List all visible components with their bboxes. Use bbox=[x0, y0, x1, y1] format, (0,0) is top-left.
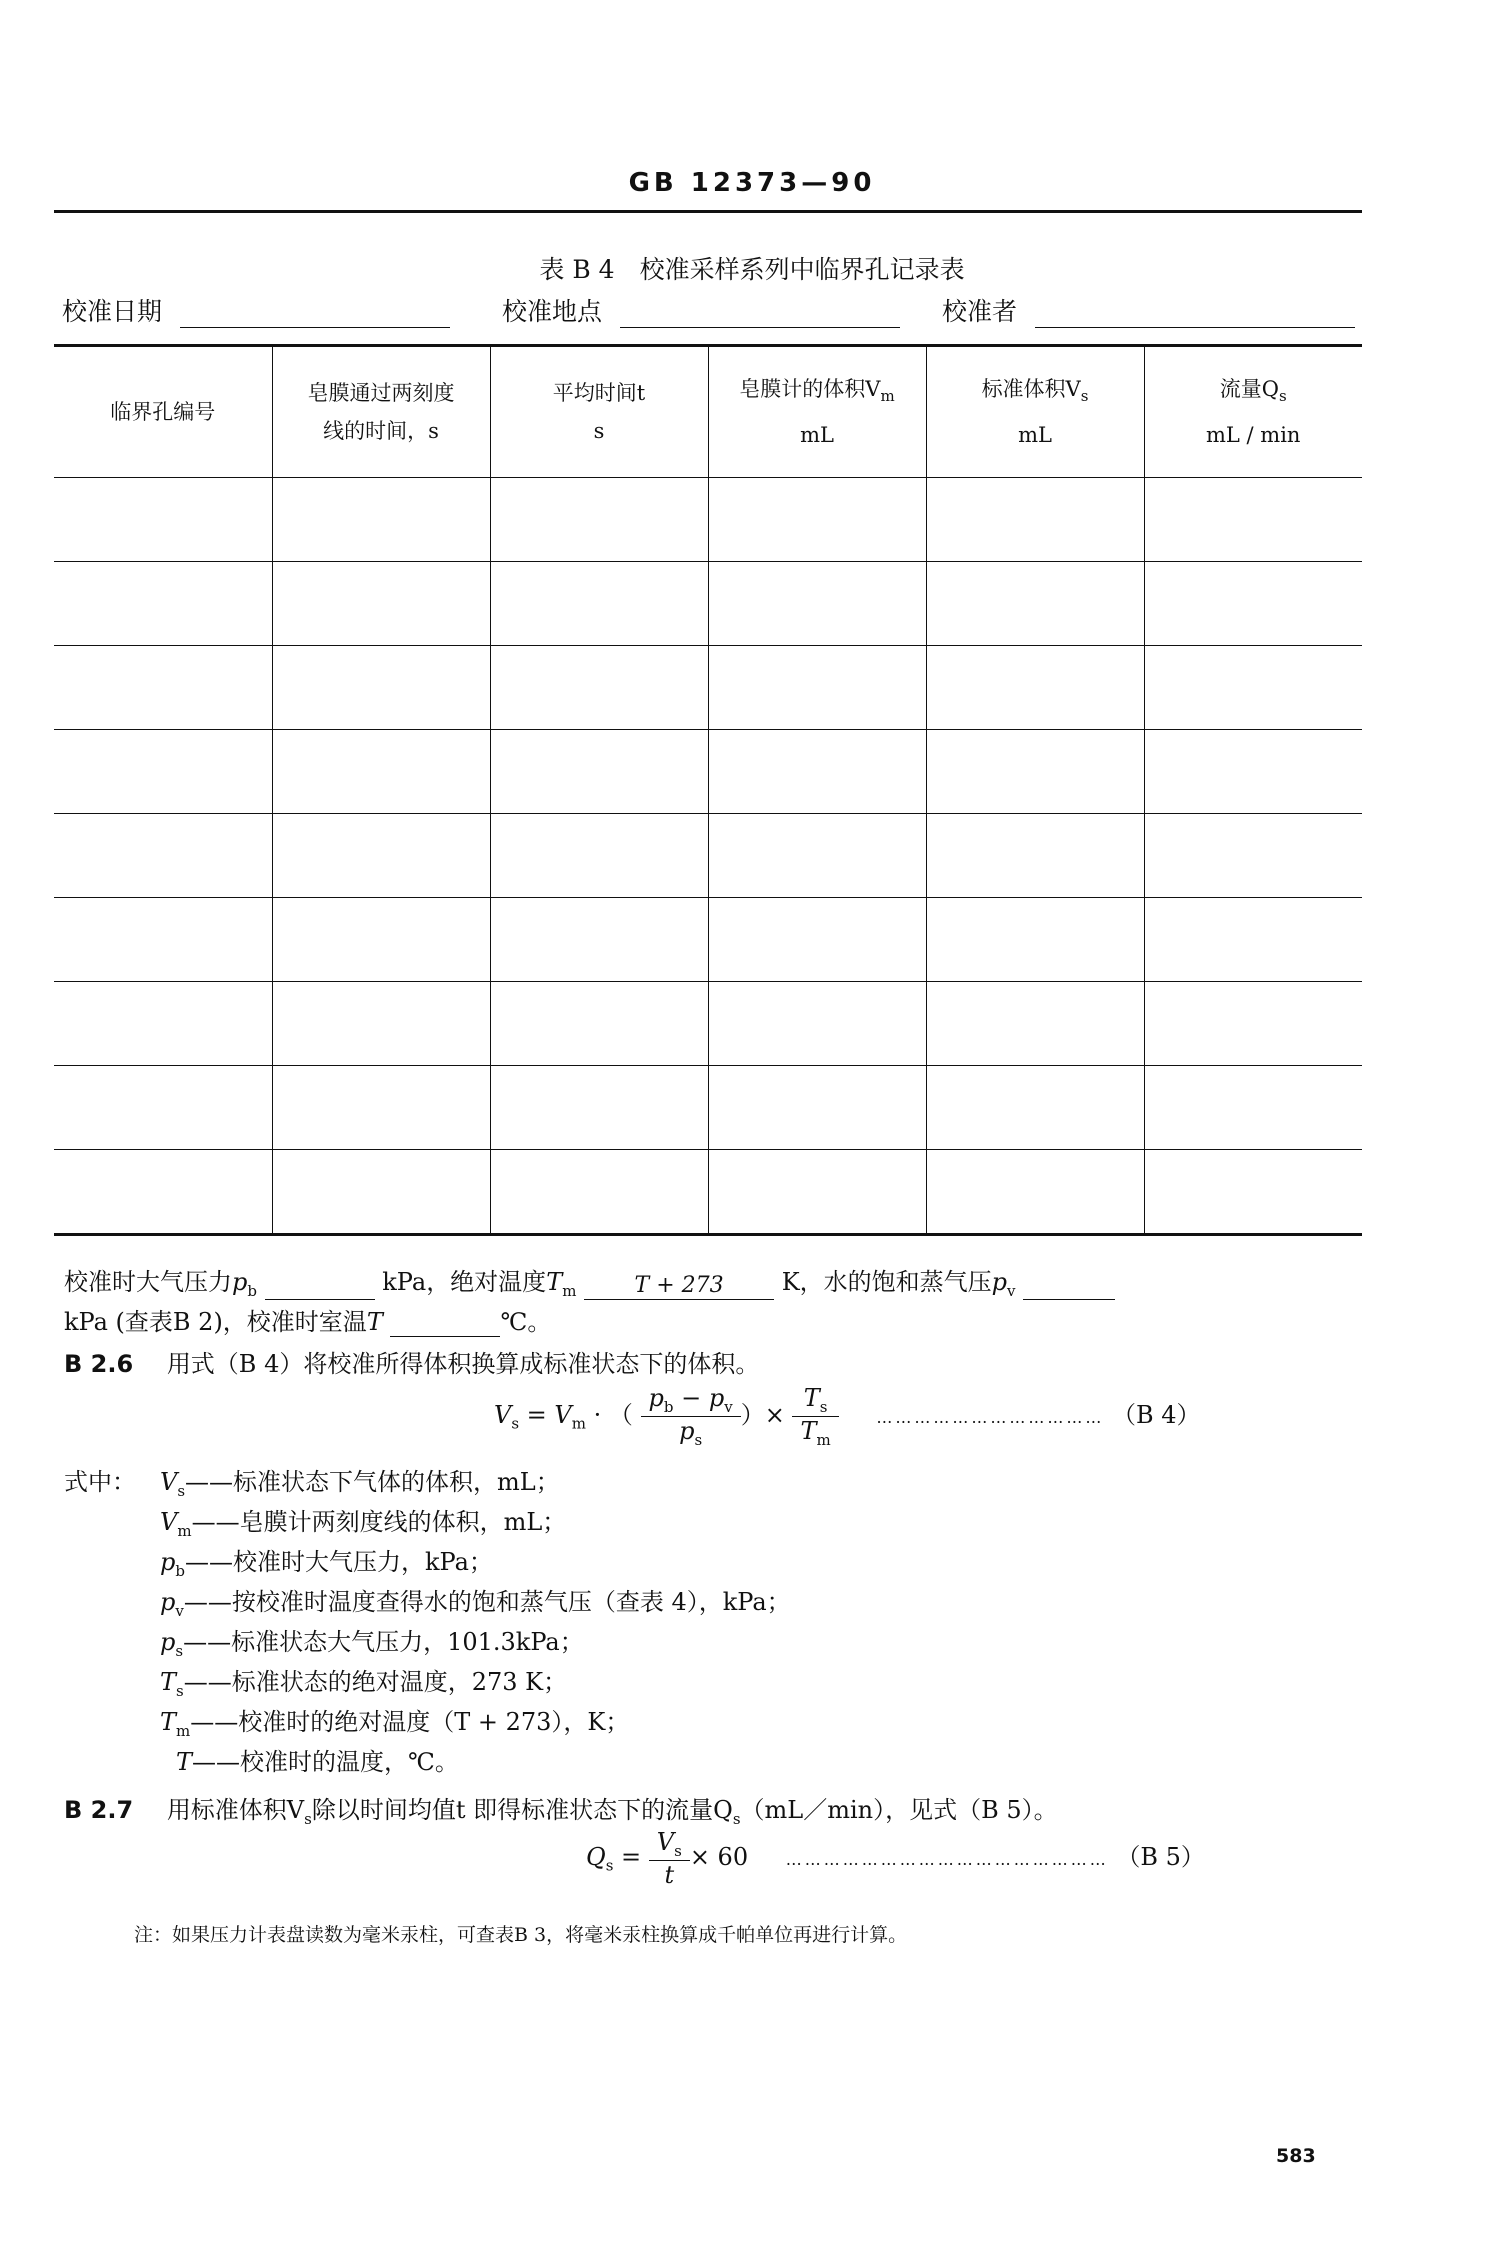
table-cell bbox=[54, 562, 272, 646]
table-cell bbox=[490, 478, 708, 562]
calibration-place-field bbox=[502, 292, 900, 328]
table-cell bbox=[708, 478, 926, 562]
table-cell bbox=[272, 982, 490, 1066]
table-cell bbox=[1144, 898, 1362, 982]
legend-item: $V_s——$标准状态下气体的体积，mL； bbox=[160, 1468, 560, 1500]
col-standard-volume: 标准体积$V_s$ mL bbox=[926, 346, 1144, 478]
table-cell bbox=[490, 1066, 708, 1150]
calibration-date-label: 校准日期 bbox=[62, 297, 163, 326]
col-soap-film-time: 皂膜通过两刻度 线的时间，s bbox=[272, 346, 490, 478]
table-cell bbox=[490, 1150, 708, 1235]
col-average-time: 平均时间t s bbox=[490, 346, 708, 478]
table-cell bbox=[490, 814, 708, 898]
table-cell bbox=[54, 814, 272, 898]
table-cell bbox=[1144, 646, 1362, 730]
table-cell bbox=[926, 814, 1144, 898]
table-cell bbox=[1144, 1150, 1362, 1235]
equation-b4: $V_s = V_m$ · （ $\frac{p_b - p_v}{p_s}$ ）× $\frac{T_s}{T_m}$ ……………………………… （B 4） bbox=[494, 1384, 1201, 1449]
clause-b2-7: B 2.7 用标准体积$V_s$除以时间均值t 即得标准状态下的流量$Q_s(mL/\min)$，见式（B 5）。 bbox=[64, 1796, 1058, 1828]
room-temp-blank bbox=[390, 1310, 500, 1337]
table-cell bbox=[1144, 1066, 1362, 1150]
clause-b2-6: B 2.6 用式（B 4）将校准所得体积换算成标准状态下的体积。 bbox=[64, 1350, 760, 1378]
table-cell bbox=[708, 1066, 926, 1150]
table-row bbox=[54, 478, 1362, 562]
calibrator-label: 校准者 bbox=[942, 297, 1018, 326]
table-cell bbox=[708, 982, 926, 1066]
calibrator-field bbox=[942, 292, 1355, 328]
table-cell bbox=[1144, 478, 1362, 562]
critical-orifice-record-table bbox=[54, 344, 1362, 1236]
table-row bbox=[54, 646, 1362, 730]
calibrator-blank bbox=[1035, 301, 1355, 328]
col-soap-film-volume: 皂膜计的体积$V_m$ mL bbox=[708, 346, 926, 478]
table-cell bbox=[272, 814, 490, 898]
legend-item: $p_b——$校准时大气压力，kPa； bbox=[160, 1548, 493, 1580]
pressure-temperature-line: 校准时大气压力$p_b$ kPa，绝对温度$T_m$ T + 273 K，水的饱和蒸气压$p_v$ bbox=[64, 1262, 1115, 1300]
table-cell bbox=[54, 478, 272, 562]
table-cell bbox=[272, 730, 490, 814]
table-cell bbox=[926, 1066, 1144, 1150]
clause-number-b2-7: B 2.7 bbox=[64, 1796, 134, 1824]
table-cell bbox=[708, 646, 926, 730]
calibration-place-blank bbox=[620, 301, 900, 328]
table-row bbox=[54, 1066, 1362, 1150]
legend-item: $p_v——$按校准时温度查得水的饱和蒸气压（查表 4），kPa； bbox=[160, 1588, 791, 1620]
legend-item: $p_s——$标准状态大气压力，101.3kPa； bbox=[160, 1628, 584, 1660]
legend-intro: 式中： bbox=[64, 1468, 136, 1496]
table-cell bbox=[54, 898, 272, 982]
table-cell bbox=[708, 730, 926, 814]
table-cell bbox=[490, 562, 708, 646]
table-title: 表 B 4 校准采样系列中临界孔记录表 bbox=[539, 255, 965, 284]
table-cell bbox=[708, 814, 926, 898]
footnote: 注：如果压力计表盘读数为毫米汞柱，可查表B 3，将毫米汞柱换算成千帕单位再进行计算。 bbox=[134, 1924, 908, 1946]
room-temperature-line: kPa (查表B 2)，校准时室温T ℃。 bbox=[64, 1308, 552, 1336]
tm-blank: T + 273 bbox=[584, 1273, 774, 1300]
table-cell bbox=[926, 1150, 1144, 1235]
temperature-ratio-fraction: $\frac{T_s}{T_m}$ bbox=[792, 1384, 838, 1449]
table-cell bbox=[1144, 814, 1362, 898]
table-cell bbox=[272, 1150, 490, 1235]
table-cell bbox=[272, 478, 490, 562]
calibration-date-field bbox=[62, 292, 450, 328]
legend-item: $T_s——$标准状态的绝对温度，273 K； bbox=[160, 1668, 568, 1700]
legend-item: $V_m——$皂膜计两刻度线的体积，mL； bbox=[160, 1508, 567, 1540]
table-row bbox=[54, 730, 1362, 814]
table-cell bbox=[1144, 562, 1362, 646]
calibration-date-blank bbox=[180, 301, 450, 328]
table-cell bbox=[272, 1066, 490, 1150]
equation-b5: $Q_s$ = $\frac{V_s}{t}$ × 60 …………………………………………… （B 5） bbox=[586, 1828, 1205, 1889]
table-cell bbox=[708, 898, 926, 982]
table-cell bbox=[926, 478, 1144, 562]
calibration-place-label: 校准地点 bbox=[502, 297, 603, 326]
header-rule bbox=[54, 210, 1362, 213]
table-cell bbox=[54, 1150, 272, 1235]
table-cell bbox=[926, 562, 1144, 646]
table-cell bbox=[272, 898, 490, 982]
page-number: 583 bbox=[1276, 2145, 1316, 2167]
table-cell bbox=[272, 646, 490, 730]
equation-label-b4: （B 4） bbox=[1112, 1400, 1201, 1429]
table-cell bbox=[1144, 730, 1362, 814]
table-row bbox=[54, 898, 1362, 982]
table-header-row bbox=[54, 346, 1362, 478]
table-cell bbox=[926, 898, 1144, 982]
table-cell bbox=[54, 1066, 272, 1150]
table-cell bbox=[490, 730, 708, 814]
table-cell bbox=[490, 898, 708, 982]
flow-fraction: $\frac{V_s}{t}$ bbox=[649, 1828, 690, 1889]
table-cell bbox=[926, 730, 1144, 814]
pv-blank bbox=[1023, 1273, 1115, 1300]
table-row bbox=[54, 814, 1362, 898]
table-cell bbox=[1144, 982, 1362, 1066]
standard-code-header: GB 12373—90 bbox=[628, 168, 876, 198]
table-row bbox=[54, 982, 1362, 1066]
pressure-ratio-fraction: $\frac{p_b - p_v}{p_s}$ bbox=[641, 1384, 741, 1449]
table-cell bbox=[490, 646, 708, 730]
table-cell bbox=[926, 646, 1144, 730]
table-cell bbox=[708, 562, 926, 646]
legend-item: $T_m——$校准时的绝对温度（T + 273），K； bbox=[160, 1708, 630, 1740]
col-flow-rate: 流量$Q_s$ mL / min bbox=[1144, 346, 1362, 478]
table-cell bbox=[54, 646, 272, 730]
table-cell bbox=[926, 982, 1144, 1066]
pb-blank bbox=[265, 1273, 375, 1300]
table-cell bbox=[490, 982, 708, 1066]
table-cell bbox=[708, 1150, 926, 1235]
clause-number-b2-6: B 2.6 bbox=[64, 1350, 134, 1378]
legend-item: T——校准时的温度，℃。 bbox=[176, 1748, 459, 1776]
table-cell bbox=[272, 562, 490, 646]
table-row bbox=[54, 562, 1362, 646]
equation-label-b5: （B 5） bbox=[1116, 1842, 1205, 1871]
col-orifice-number: 临界孔编号 bbox=[54, 346, 272, 478]
table-cell bbox=[54, 982, 272, 1066]
table-row bbox=[54, 1150, 1362, 1235]
table-cell bbox=[54, 730, 272, 814]
